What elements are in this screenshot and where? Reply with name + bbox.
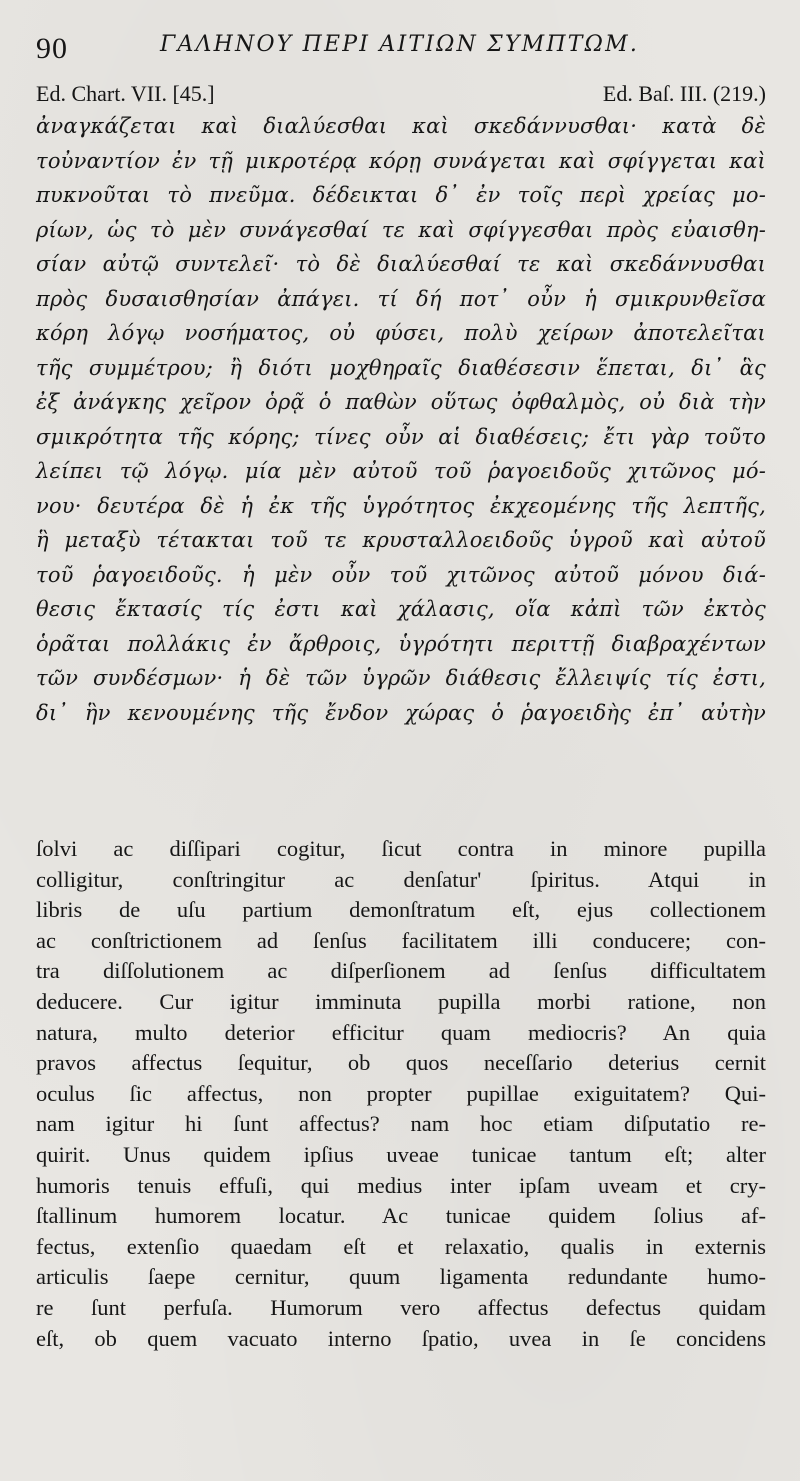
latin-line: nam igitur hi ſunt affectus? nam hoc etiam diſputatio re- [36, 1111, 766, 1137]
greek-line: νου· δευτέρα δὲ ἡ ἐκ τῆς ὑγρότητος ἐκχεομένης τῆς λεπτῆς, [36, 493, 766, 518]
greek-line: τοὐναντίον ἐν τῇ μικροτέρᾳ κόρῃ συνάγεται καὶ σφίγγεται καὶ [36, 148, 766, 173]
page-header [36, 28, 776, 68]
greek-text [36, 109, 766, 730]
latin-line: fectus, extenſio quaedam eſt et relaxatio, qualis in externis [36, 1233, 766, 1259]
running-title: ΓΑΛΗΝΟΥ ΠΕΡΙ ΑΙΤΙΩΝ ΣΥΜΠΤΩΜ. [160, 32, 640, 57]
latin-line: re ſunt perfuſa. Humorum vero affectus defectus quidam [36, 1294, 766, 1320]
latin-line: eſt, ob quem vacuato interno ſpatio, uvea in ſe concidens [36, 1325, 766, 1351]
greek-line: ὁρᾶται πολλάκις ἐν ἄρθροις, ὑγρότητι περιττῇ διαβραχέντων [36, 631, 766, 656]
latin-line: libris de uſu partium demonſtratum eſt, ejus collectionem [36, 897, 766, 923]
greek-line: τοῦ ῥαγοειδοῦς. ἡ μὲν οὖν τοῦ χιτῶνος αὐτοῦ μόνου διά- [36, 562, 766, 587]
latin-line: ſtallinum humorem locatur. Ac tunicae quidem ſolius af- [36, 1203, 766, 1229]
edition-chartier: Ed. Chart. VII. [45.] [36, 81, 215, 106]
latin-line: humoris tenuis effuſi, qui medius inter ipſam uveam et cry- [36, 1172, 766, 1198]
latin-translation [36, 834, 766, 1354]
latin-line: colligitur, conſtringitur ac denſatur' ſpiritus. Atqui in [36, 866, 766, 892]
page-number: 90 [36, 32, 68, 65]
latin-line: pravos affectus ſequitur, ob quos neceſſario deterius cernit [36, 1050, 766, 1076]
edition-basel: Ed. Baſ. III. (219.) [602, 81, 766, 106]
edition-references [36, 80, 766, 108]
latin-line: natura, multo deterior efficitur quam mediocris? An quia [36, 1019, 766, 1045]
greek-line: πρὸς δυσαισθησίαν ἀπάγει. τί δή ποτ᾽ οὖν ἡ σμικρυνθεῖσα [36, 286, 766, 311]
greek-line: σίαν αὐτῷ συντελεῖ· τὸ δὲ διαλύεσθαί τε καὶ σκεδάννυσθαι [36, 252, 766, 276]
latin-line: articulis ſaepe cernitur, quum ligamenta redundante humo- [36, 1264, 766, 1290]
greek-line: τῶν συνδέσμων· ἡ δὲ τῶν ὑγρῶν διάθεσις ἔλλειψίς τίς ἐστι, [36, 666, 766, 690]
greek-line: ἀναγκάζεται καὶ διαλύεσθαι καὶ σκεδάννυσθαι· κατὰ δὲ [36, 114, 766, 138]
greek-line: ἐξ ἀνάγκης χεῖρον ὁρᾷ ὁ παθὼν οὕτως ὀφθαλμὸς, οὐ διὰ τὴν [36, 390, 766, 414]
greek-line: ρίων, ὡς τὸ μὲν συνάγεσθαί τε καὶ σφίγγεσθαι πρὸς εὐαισθη- [36, 217, 766, 242]
greek-line: τῆς συμμέτρου; ἢ διότι μοχθηραῖς διαθέσεσιν ἕπεται, δι᾽ ἃς [36, 355, 766, 380]
latin-line: quirit. Unus quidem ipſius uveae tunicae tantum eſt; alter [36, 1141, 766, 1167]
greek-line: σμικρότητα τῆς κόρης; τίνες οὖν αἱ διαθέσεις; ἔτι γὰρ τοῦτο [36, 424, 766, 449]
greek-line: κόρη λόγῳ νοσήματος, οὐ φύσει, πολὺ χείρων ἀποτελεῖται [36, 321, 766, 345]
greek-line: πυκνοῦται τὸ πνεῦμα. δέδεικται δ᾽ ἐν τοῖς περὶ χρείας μο- [36, 183, 766, 207]
latin-line: tra diſſolutionem ac diſperſionem ad ſenſus difficultatem [36, 958, 766, 984]
greek-line: ἣ μεταξὺ τέτακται τοῦ τε κρυσταλλοειδοῦς ὑγροῦ καὶ αὐτοῦ [36, 528, 766, 552]
latin-line: ſolvi ac diſſipari cogitur, ſicut contra in minore pupilla [36, 836, 766, 861]
greek-line: λείπει τῷ λόγῳ. μία μὲν αὐτοῦ τοῦ ῥαγοειδοῦς χιτῶνος μό- [36, 459, 766, 483]
latin-line: ac conſtrictionem ad ſenſus facilitatem illi conducere; con- [36, 927, 766, 953]
greek-line: δι᾽ ἣν κενουμένης τῆς ἔνδον χώρας ὁ ῥαγοειδὴς ἐπ᾽ αὐτὴν [36, 700, 766, 725]
latin-line: deducere. Cur igitur imminuta pupilla morbi ratione, non [36, 988, 766, 1014]
greek-line: θεσις ἔκτασίς τίς ἐστι καὶ χάλασις, οἵα κἀπὶ τῶν ἐκτὸς [36, 597, 766, 621]
latin-line: oculus ſic affectus, non propter pupillae exiguitatem? Qui- [36, 1080, 766, 1106]
